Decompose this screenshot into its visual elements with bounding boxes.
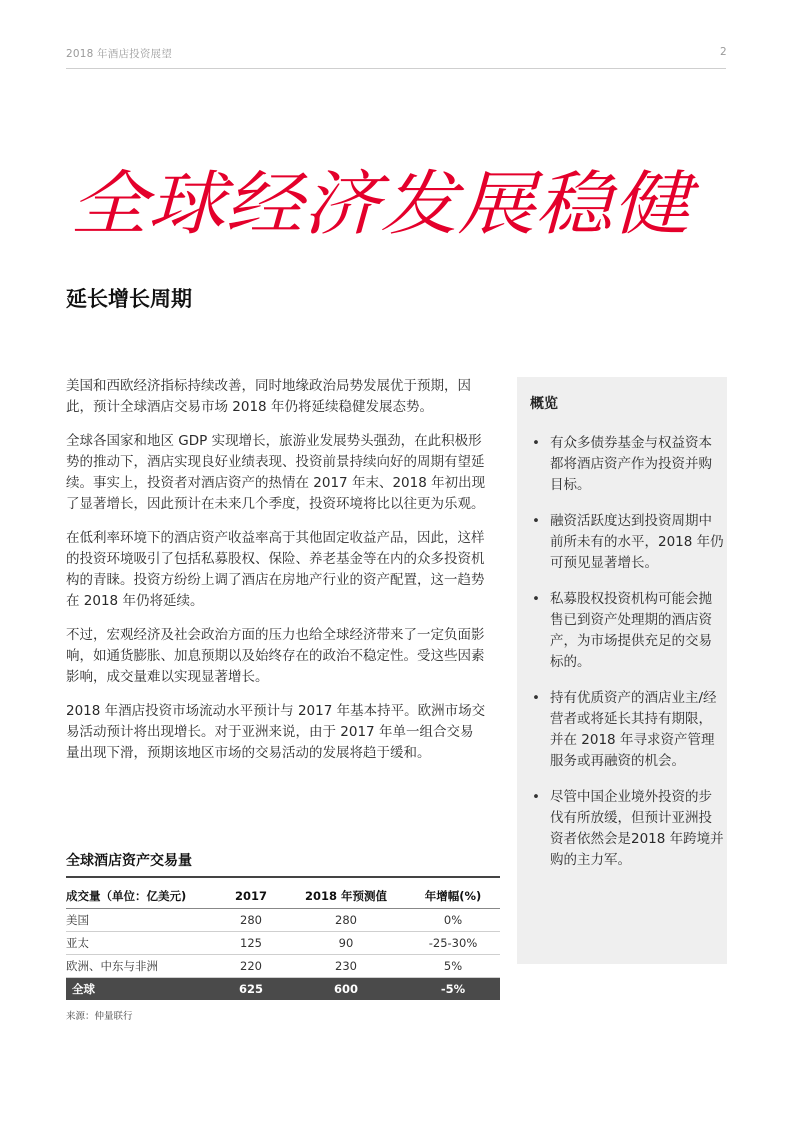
table-row [66,909,500,932]
overview-item-text: 尽管中国企业境外投资的步伐有所放缓，但预计亚洲投资者依然会是2018 年跨境并购的主力军。 [550,789,724,868]
overview-item [530,589,725,673]
overview-item [530,433,725,496]
overview-item [530,787,725,871]
table-header-row [66,884,500,909]
section-heading: 延长增长周期 [66,287,192,311]
overview-item [530,688,725,772]
bullet-icon: • [532,591,540,607]
body-paragraph: 不过，宏观经济及社会政治方面的压力也给全球经济带来了一定负面影响，如通货膨胀、加息预期以及始终存在的政治不稳定性。受这些因素影响，成交量难以实现显著增长。 [66,627,485,685]
transaction-volume-table [66,884,500,1000]
overview-item-text: 持有优质资产的酒店业主/经营者或将延长其持有期限，并在 2018 年寻求资产管理服务或再融资的机会。 [550,690,717,769]
table-total-row [66,978,500,1001]
overview-item [530,511,725,574]
value-2018-cell: 90 [286,932,406,955]
bullet-icon: • [532,789,540,805]
handwritten-title [70,150,710,260]
bullet-icon: • [532,690,540,706]
value-2017-cell: 220 [216,955,286,978]
table-row [66,955,500,978]
total-growth-cell: -5% [406,978,500,1001]
growth-cell: 5% [406,955,500,978]
header-divider [66,68,726,69]
value-2018-cell: 230 [286,955,406,978]
total-2017-cell: 625 [216,978,286,1001]
bullet-icon: • [532,435,540,451]
sidebar-title: 概览 [530,396,558,412]
column-header-volume: 成交量（单位：亿美元) [66,884,216,909]
overview-item-text: 有众多债券基金与权益资本都将酒店资产作为投资并购目标。 [550,435,712,493]
growth-cell: 0% [406,909,500,932]
source-note: 来源：仲量联行 [66,1011,133,1022]
table-row [66,932,500,955]
value-2017-cell: 125 [216,932,286,955]
header-document-title: 2018 年酒店投资展望 [66,48,172,60]
value-2018-cell: 280 [286,909,406,932]
growth-cell: -25-30% [406,932,500,955]
body-paragraph: 美国和西欧经济指标持续改善，同时地缘政治局势发展优于预期，因此，预计全球酒店交易市场 2018 年仍将延续稳健发展态势。 [66,378,471,415]
column-header-growth: 年增幅(%) [406,884,500,909]
column-header-2018-forecast: 2018 年预测值 [286,884,406,909]
body-paragraph: 在低利率环境下的酒店资产收益率高于其他固定收益产品，因此，这样的投资环境吸引了包括私募股权、保险、养老基金等在内的众多投资机构的青睐。投资方纷纷上调了酒店在房地产行业的资产配置，这一趋势在 2018 年仍将延续。 [66,530,485,609]
page-number: 2 [720,46,727,58]
body-text [66,376,486,777]
region-cell: 欧洲、中东与非洲 [66,955,216,978]
total-label-cell: 全球 [66,978,216,1001]
overview-list [530,433,725,886]
region-cell: 美国 [66,909,216,932]
handwritten-title-text: 全球经济发展稳健 [70,163,700,245]
overview-sidebar [517,377,727,964]
column-header-2017: 2017 [216,884,286,909]
bullet-icon: • [532,513,540,529]
overview-item-text: 私募股权投资机构可能会抛售已到资产处理期的酒店资产，为市场提供充足的交易标的。 [550,591,712,670]
total-2018-cell: 600 [286,978,406,1001]
body-paragraph: 2018 年酒店投资市场流动水平预计与 2017 年基本持平。欧洲市场交易活动预计将出现增长。对于亚洲来说，由于 2017 年单一组合交易量出现下滑，预期该地区市场的交易活动的发展将趋于缓和。 [66,703,486,761]
value-2017-cell: 280 [216,909,286,932]
region-cell: 亚太 [66,932,216,955]
table-top-rule [66,876,500,878]
table-title: 全球酒店资产交易量 [66,853,192,869]
overview-item-text: 融资活跃度达到投资周期中前所未有的水平，2018 年仍可预见显著增长。 [550,513,724,571]
body-paragraph: 全球各国家和地区 GDP 实现增长，旅游业发展势头强劲，在此积极形势的推动下，酒店实现良好业绩表现、投资前景持续向好的周期有望延续。事实上，投资者对酒店资产的热情在 2017 年末、2018 年初出现了显著增长，因此预计在未来几个季度，投资环境将比以往更为乐观。 [66,433,486,512]
